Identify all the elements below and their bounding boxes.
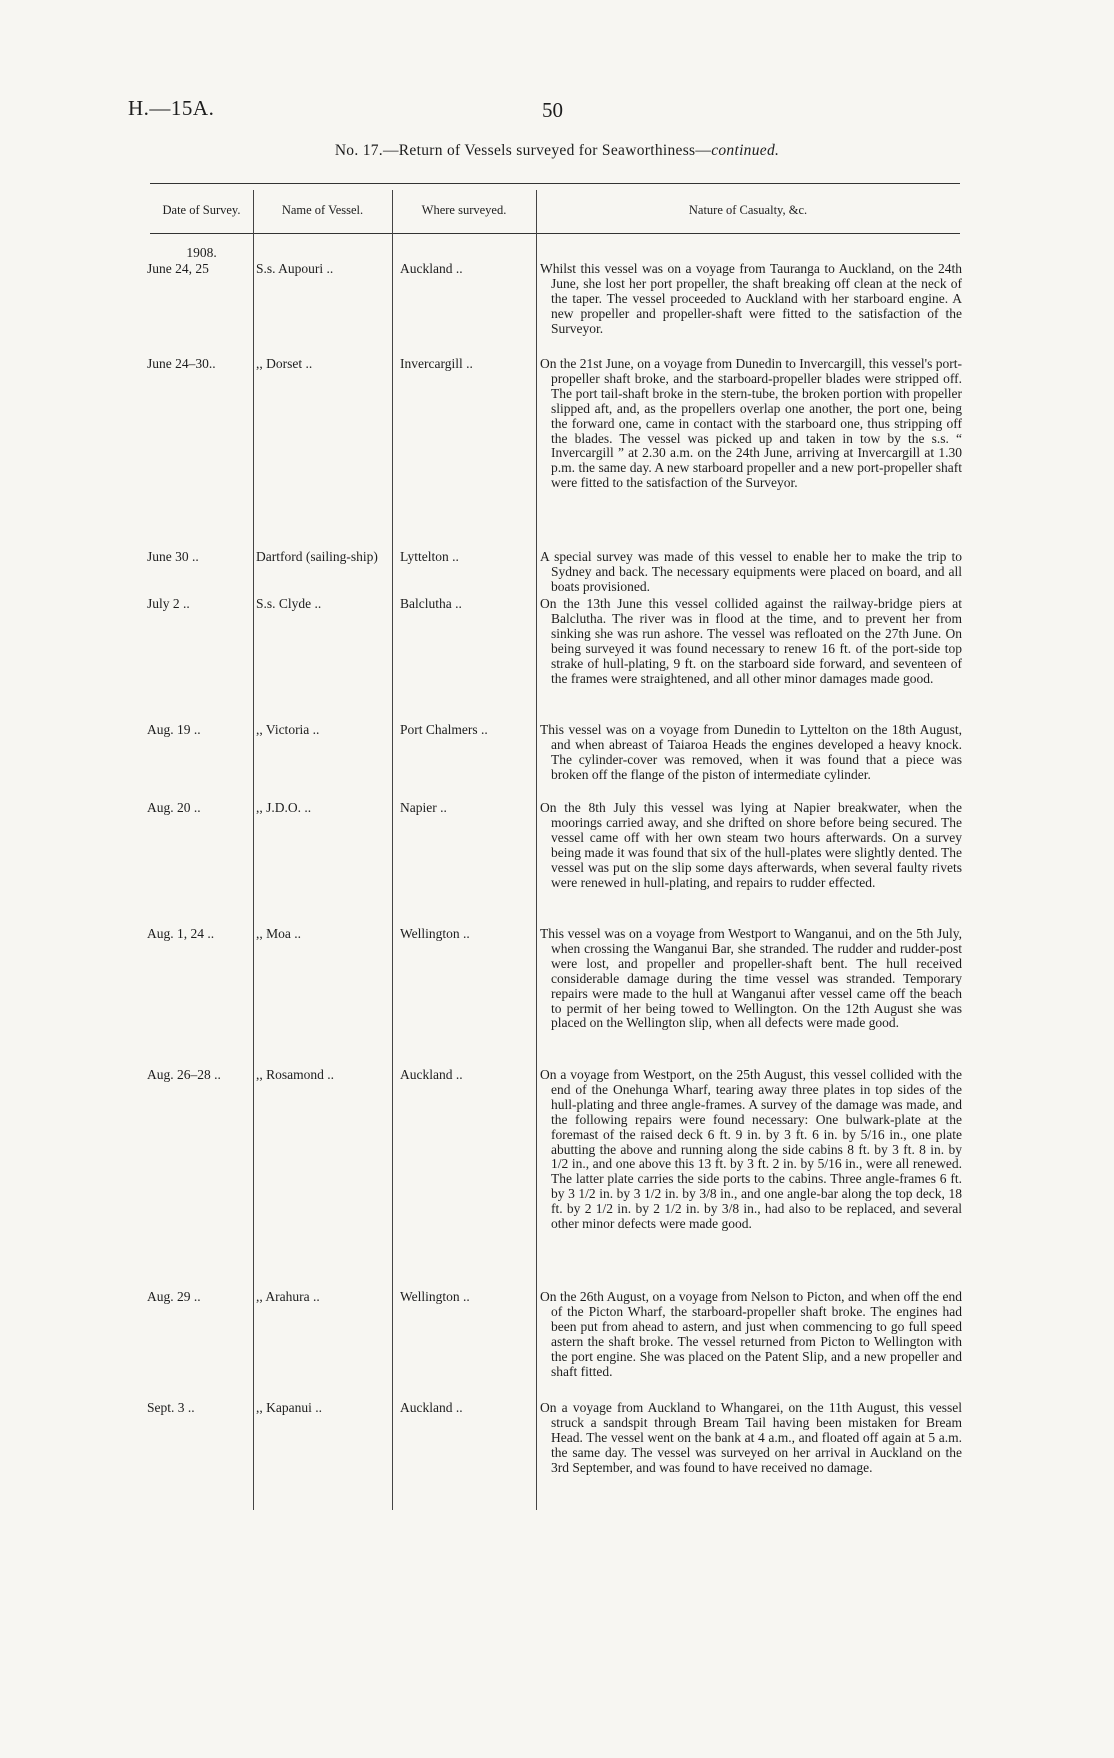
row-date: Aug. 20 .. (147, 800, 201, 815)
column-divider (253, 190, 254, 1510)
row-vessel-name: Dartford (sailing-ship) (256, 549, 378, 564)
row-location: Auckland .. (400, 1067, 463, 1082)
row-casualty-description: Whilst this vessel was on a voyage from Tauranga to Auckland, on the 24th June, she lost her port propeller, the shaft breaking off clean at the neck of the taper. The vessel proceeded to Auckland with her starboard engine. A new propeller and propeller-shaft were fitted to the satisfaction of the Surveyor. (540, 261, 962, 336)
table-header-rule (150, 233, 960, 234)
row-vessel-name: ,, Rosamond .. (256, 1067, 335, 1082)
row-location: Auckland .. (400, 1400, 463, 1415)
column-divider (392, 190, 393, 1510)
row-location: Napier .. (400, 800, 447, 815)
column-divider (536, 190, 537, 1510)
table-title (0, 142, 1114, 160)
row-location: Wellington .. (400, 1289, 470, 1304)
row-vessel-name: ,, Moa .. (256, 926, 301, 941)
row-date: Sept. 3 .. (147, 1400, 195, 1415)
column-header-nature: Nature of Casualty, &c. (688, 202, 808, 217)
year-label: 1908. (186, 245, 217, 260)
row-casualty-description: On the 26th August, on a voyage from Nelson to Picton, and when off the end of the Picton Wharf, the starboard-propeller shaft broke. The engines had been put from ahead to astern, and just when commencing to go full speed astern the shaft broke. The vessel returned from Picton to Wellington with the port engine. She was placed on the Patent Slip, and a new propeller and shaft fitted. (540, 1289, 962, 1379)
row-location: Wellington .. (400, 926, 470, 941)
row-casualty-description: On the 13th June this vessel collided against the railway-bridge piers at Balclutha. The river was in flood at the time, and to prevent her from sinking she was run ashore. The vessel was refloated on the 27th June. On being surveyed it was found necessary to renew 16 ft. of the port-side top strake of hull-plating, 9 ft. on the starboard side forward, and seventeen of the frames were straightened, and all other minor damages made good. (540, 596, 962, 686)
row-vessel-name: ,, Kapanui .. (256, 1400, 322, 1415)
row-date: June 24–30.. (147, 356, 216, 371)
column-header-where: Where surveyed. (421, 202, 507, 217)
row-location: Invercargill .. (400, 356, 473, 371)
row-casualty-description: This vessel was on a voyage from Dunedin to Lyttelton on the 18th August, and when abreast of Taiaroa Heads the engines developed a heavy knock. The cylinder-cover was removed, when it was found that a piece was broken off the flange of the piston of intermediate cylinder. (540, 722, 962, 782)
table-title-main: No. 17.—Return of Vessels surveyed for Seaworthiness— (334, 142, 712, 159)
row-vessel-name: S.s. Clyde .. (256, 596, 322, 611)
row-date: Aug. 19 .. (147, 722, 201, 737)
row-location: Port Chalmers .. (400, 722, 488, 737)
row-location: Balclutha .. (400, 596, 462, 611)
row-vessel-name: ,, Dorset .. (256, 356, 313, 371)
row-date: Aug. 29 .. (147, 1289, 201, 1304)
table-title-continued: continued. (711, 142, 780, 159)
row-vessel-name: ,, Arahura .. (256, 1289, 320, 1304)
row-vessel-name: ,, Victoria .. (256, 722, 320, 737)
row-vessel-name: S.s. Aupouri .. (256, 261, 334, 276)
row-date: Aug. 26–28 .. (147, 1067, 221, 1082)
row-vessel-name: ,, J.D.O. .. (256, 800, 312, 815)
row-date: Aug. 1, 24 .. (147, 926, 215, 941)
row-casualty-description: A special survey was made of this vessel to enable her to make the trip to Sydney and back. The necessary equipments were placed on board, and all boats provisioned. (540, 549, 962, 594)
column-header-name: Name of Vessel. (281, 202, 364, 217)
column-header-date: Date of Survey. (162, 202, 241, 217)
row-date: June 30 .. (147, 549, 199, 564)
row-location: Lyttelton .. (400, 549, 459, 564)
row-date: June 24, 25 (147, 261, 209, 276)
row-casualty-description: On a voyage from Auckland to Whangarei, on the 11th August, this vessel struck a sandspit through Bream Tail having been mistaken for Bream Head. The vessel went on the bank at 4 a.m., and floated off again at 5 a.m. the same day. The vessel was surveyed on her arrival in Auckland on the 3rd September, and was found to have received no damage. (540, 1400, 962, 1475)
row-casualty-description: On the 21st June, on a voyage from Dunedin to Invercargill, this vessel's port-propeller shaft broke, and the starboard-propeller blades were stripped off. The port tail-shaft broke in the stern-tube, the broken portion with propeller slipped aft, and, as the propellers overlap one another, the port one, being the forward one, came in contact with the starboard one, thus stripping off the blades. The vessel was picked up and taken in tow by the s.s. “ Invercargill ” at 2.30 a.m. on the 24th June, arriving at Invercargill at 1.30 p.m. the same day. A new starboard propeller and a new port-propeller shaft were fitted to the satisfaction of the Surveyor. (540, 356, 962, 491)
page-number: 50 (542, 98, 563, 122)
row-location: Auckland .. (400, 261, 463, 276)
page-reference: H.—15A. (128, 96, 215, 120)
row-casualty-description: On a voyage from Westport, on the 25th August, this vessel collided with the end of the Onehunga Wharf, tearing away three plates in top sides of the hull-plating and three angle-frames. A survey of the damage was made, and the following repairs were found necessary: One bulwark-plate at the foremast of the raised deck 6 ft. 9 in. by 3 ft. 6 in. by 5/16 in., one plate abutting the above and running along the side cabins 8 ft. by 3 ft. 8 in. by 1/2 in., and one above this 13 ft. by 3 ft. 2 in. by 5/16 in., were all renewed. The latter plate carries the side ports to the cabins. Three angle-frames 6 ft. by 3 1/2 in. by 3 1/2 in. by 3/8 in., and one angle-bar along the top deck, 18 ft. by 2 1/2 in. by 2 1/2 in. by 3/8 in., had also to be replaced, and several other minor defects were made good. (540, 1067, 962, 1232)
row-date: July 2 .. (147, 596, 190, 611)
row-casualty-description: This vessel was on a voyage from Westport to Wanganui, and on the 5th July, when crossing the Wanganui Bar, she stranded. The rudder and rudder-post were lost, and propeller and propeller-shaft bent. The hull received considerable damage during the time vessel was stranded. Temporary repairs were made to the hull at Wanganui after vessel came off the beach to permit of her being towed to Wellington. On the 12th August she was placed on the Wellington slip, when all defects were made good. (540, 926, 962, 1031)
table-top-rule (150, 183, 960, 184)
row-casualty-description: On the 8th July this vessel was lying at Napier breakwater, when the moorings carried away, and she drifted on shore before being secured. The vessel came off with her own steam two hours afterwards. On a survey being made it was found that six of the hull-plates were slightly dented. The vessel was put on the slip some days afterwards, when several faulty rivets were renewed in hull-plating, and repairs to rudder effected. (540, 800, 962, 890)
